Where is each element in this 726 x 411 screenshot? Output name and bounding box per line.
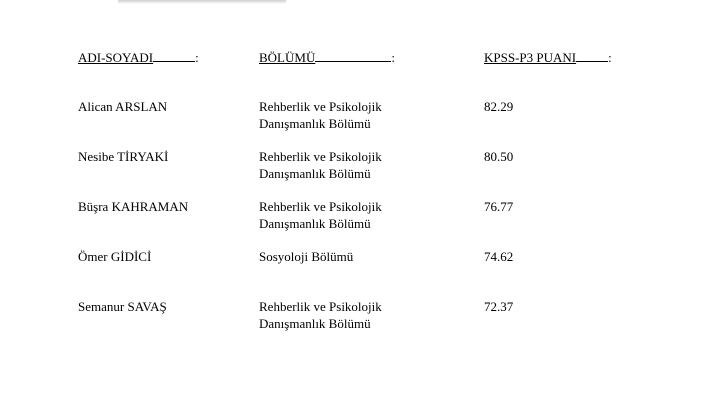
department (259, 198, 459, 232)
kpss-score: 82.29 (484, 99, 514, 114)
header-underline (576, 48, 608, 62)
cropped-text-fragment (118, 0, 286, 4)
score-column-header (484, 48, 612, 67)
table-row (0, 248, 726, 298)
header-underline (315, 48, 391, 62)
table-header (0, 48, 726, 66)
kpss-score: 74.62 (484, 249, 514, 264)
table-row (0, 98, 726, 148)
department (259, 298, 459, 332)
department-line: Danışmanlık Bölümü (259, 316, 371, 331)
department (259, 98, 459, 132)
name-header-label: ADI-SOYADI (78, 50, 154, 65)
name-header-colon: : (195, 50, 199, 65)
score-header-label: KPSS-P3 PUANI (484, 50, 577, 65)
name-column-header (78, 48, 199, 67)
results-list (0, 98, 726, 348)
department-column-header (259, 48, 395, 67)
department-header-colon: : (391, 50, 395, 65)
department-line: Danışmanlık Bölümü (259, 166, 371, 181)
department-line: Rehberlik ve Psikolojik (259, 199, 382, 214)
kpss-score: 80.50 (484, 149, 514, 164)
table-row (0, 198, 726, 248)
student-name: Alican ARSLAN (78, 99, 168, 114)
student-name: Ömer GİDİCİ (78, 249, 152, 264)
kpss-score: 76.77 (484, 199, 514, 214)
student-name: Semanur SAVAŞ (78, 299, 167, 314)
score-header-colon: : (608, 50, 612, 65)
student-name: Nesibe TİRYAKİ (78, 149, 169, 164)
department-line: Rehberlik ve Psikolojik (259, 299, 382, 314)
header-underline (153, 48, 195, 62)
department-line: Rehberlik ve Psikolojik (259, 149, 382, 164)
table-row (0, 148, 726, 198)
table-row (0, 298, 726, 348)
student-name: Büşra KAHRAMAN (78, 199, 189, 214)
kpss-score: 72.37 (484, 299, 514, 314)
department-line: Rehberlik ve Psikolojik (259, 99, 382, 114)
department-line: Danışmanlık Bölümü (259, 116, 371, 131)
department-line: Sosyoloji Bölümü (259, 249, 354, 264)
department (259, 148, 459, 182)
department-header-label: BÖLÜMÜ (259, 50, 316, 65)
department (259, 248, 459, 265)
department-line: Danışmanlık Bölümü (259, 216, 371, 231)
